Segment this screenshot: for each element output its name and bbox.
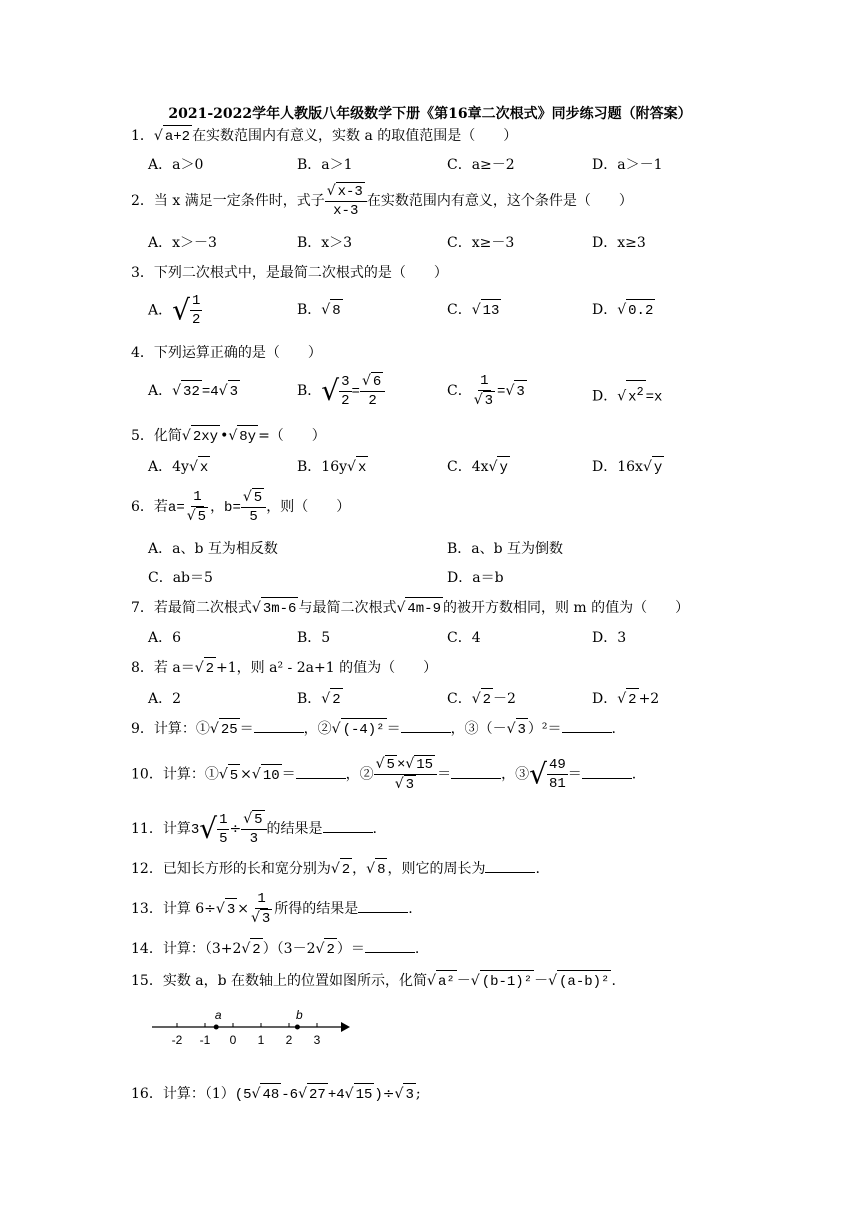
option-c: C．√ 2 －2: [447, 688, 516, 711]
tick-label: 0: [229, 1033, 237, 1047]
question-7: 7．若最简二次根式√ 3m-6 与最简二次根式√ 4m-9 的被开方数相同，则 m 的值为（ ）: [131, 597, 689, 620]
question-6: 6．若a= $\frac{1}{√ 5}$ ，b= $\frac{√ 5}{5}$ ，则（ ）: [131, 489, 351, 525]
question-11: 11．计算3√ $\frac{1}{5}$ ÷ $\frac{√ 5}{3}$ 的结果是 .: [131, 811, 377, 847]
question-9: 9．计算：①√ 25 ＝ ，②√ (-4)² ＝ ，③（－√ 3 ）²＝ .: [131, 718, 616, 741]
answer-blank: [451, 764, 501, 779]
option-b: B．x＞3: [297, 235, 353, 251]
answer-blank: [296, 764, 346, 779]
question-1: 1．√ a+2 在实数范围内有意义，实数 a 的取值范围是（ ）: [131, 125, 517, 148]
tick-label: -2: [171, 1033, 183, 1047]
option-b: B．a、b 互为倒数: [447, 541, 564, 557]
tick-label: 2: [285, 1033, 293, 1047]
option-c: C．ab＝5: [148, 570, 213, 586]
option-c: C． $\frac{1}{√ 3}$ =√ 3: [447, 373, 525, 409]
option-b: B．a＞1: [297, 157, 353, 173]
question-15: 15．实数 a，b 在数轴上的位置如图所示，化简√ a² －√ (b-1)² －√ (a-b)² .: [131, 970, 616, 993]
option-b: B．√ 2: [297, 688, 343, 711]
question-4: 4．下列运算正确的是（ ）: [131, 345, 322, 361]
question-3: 3．下列二次根式中，是最简二次根式的是（ ）: [131, 265, 448, 281]
option-a: A．4y√ x: [148, 456, 210, 479]
option-a: A．x＞－3: [148, 235, 217, 251]
option-d: D．x≥3: [592, 235, 646, 251]
option-a: A．a＞0: [148, 157, 204, 173]
question-2: 2．当 x 满足一定条件时，式子 $\frac{√ x-3}{x-3}$ 在实数范围内有意义，这个条件是（ ）: [131, 183, 633, 219]
axis-arrow: [341, 1022, 350, 1032]
option-d: D．a＝b: [447, 570, 504, 586]
answer-blank: [254, 718, 304, 733]
option-b: B．5: [297, 630, 331, 646]
point-label-b: b: [296, 1008, 303, 1022]
answer-blank: [562, 718, 612, 733]
question-13: 13．计算 6÷√ 3 × $\frac{1}{√ 3}$ 所得的结果是 .: [131, 891, 413, 927]
option-d: D．a＞－1: [592, 157, 663, 173]
page-title: 2021-2022学年人教版八年级数学下册《第16章二次根式》同步练习题（附答案）: [168, 106, 692, 122]
question-8: 8．若 a＝√ 2 +1，则 a² - 2a+1 的值为（ ）: [131, 657, 437, 680]
answer-blank: [323, 818, 373, 833]
option-d: D．16x√ y: [592, 456, 664, 479]
point-a: [214, 1025, 219, 1030]
number-line: [150, 1005, 360, 1050]
option-c: C．√ 13: [447, 299, 501, 322]
radicand: a+2: [163, 125, 192, 148]
answer-blank: [485, 858, 535, 873]
answer-blank: [358, 898, 408, 913]
option-a: A．6: [148, 630, 182, 646]
question-12: 12．已知长方形的长和宽分别为√ 2 ，√ 8 ，则它的周长为 .: [131, 858, 540, 881]
option-a: A．2: [148, 691, 182, 707]
option-c: C．4x√ y: [447, 456, 510, 479]
option-a: A．√ 32 =4√ 3: [148, 380, 240, 403]
answer-blank: [401, 718, 451, 733]
option-a: A．a、b 互为相反数: [148, 541, 278, 557]
option-d: D．3: [592, 630, 627, 646]
question-5: 5．化简√ 2xy •√ 8y =（ ）: [131, 425, 326, 448]
option-d: D．√ $x^2 =x$: [592, 380, 662, 409]
option-c: C．x≥－3: [447, 235, 515, 251]
option-c: C．a≥－2: [447, 157, 515, 173]
question-16: 16．计算：（1）(5√ 48 -6√ 27 +4√ 15 )÷√ 3 ;: [131, 1083, 421, 1106]
option-c: C．4: [447, 630, 481, 646]
option-b: B．16y√ x: [297, 456, 368, 479]
option-d: D．√ 0.2: [592, 299, 655, 322]
fraction: $\frac{√ x-3}{x-3}$: [325, 182, 367, 220]
tick-label: 3: [313, 1033, 321, 1047]
point-label-a: a: [214, 1008, 222, 1022]
answer-blank: [582, 764, 632, 779]
option-b: B．√ 8: [297, 299, 343, 322]
tick-label: 1: [257, 1033, 265, 1047]
question-10: 10．计算：①√ 5 ×√ 10 ＝ ，② $\frac{√ 5 \times√ 15}{√ 3}$ ＝ ，③√ $\frac{49}{81}$ ＝ .: [131, 756, 637, 793]
option-b: B．√ $\frac{3}{2}$ = $\frac{√ 6}{2}$: [297, 372, 385, 410]
tick-label: -1: [199, 1033, 211, 1047]
option-d: D．√ 2 +2: [592, 688, 659, 711]
option-a: A．√ $\frac{1}{2}$: [148, 293, 201, 328]
answer-blank: [365, 938, 415, 953]
point-b: [295, 1025, 300, 1030]
question-14: 14．计算：（3+2√ 2 ）（3－2√ 2 ）＝ .: [131, 938, 419, 961]
